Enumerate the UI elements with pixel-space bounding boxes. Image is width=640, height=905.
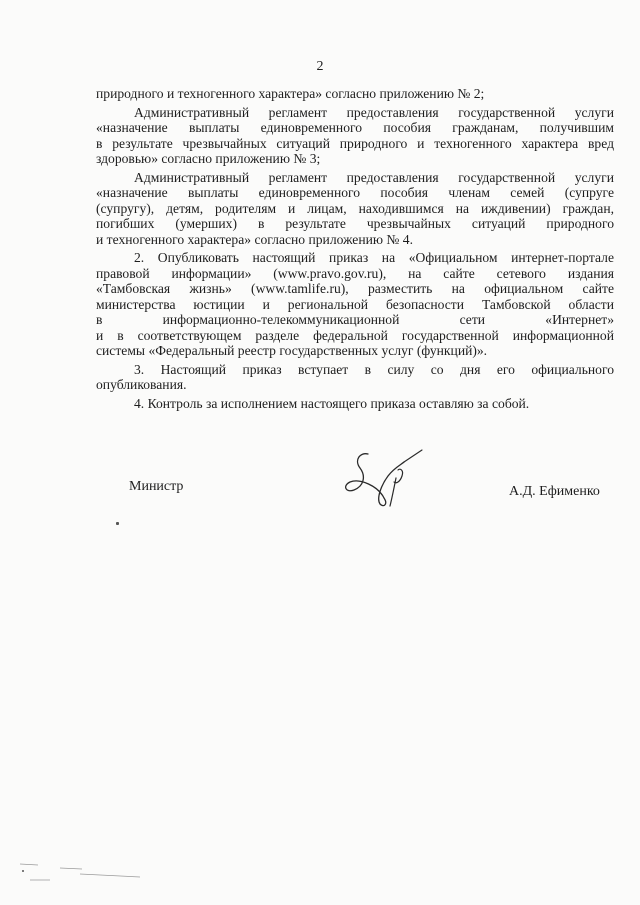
page-number: 2: [316, 59, 324, 74]
text-line: в информационно-телекоммуникационной сети «Интернет»: [96, 312, 614, 327]
signer-title: Министр: [129, 479, 184, 494]
text-line: опубликования.: [96, 377, 187, 392]
handwritten-signature: [338, 448, 434, 510]
text-line: и техногенного характера» согласно приложению № 4.: [96, 231, 413, 247]
scan-speck: [116, 522, 119, 525]
text-line: системы «Федеральный реестр государственных услуг (функций)».: [96, 343, 488, 358]
document-body: [96, 86, 614, 411]
text-line: (супругу), детям, родителям и лицам, находившимся на иждивении) граждан,: [96, 200, 614, 216]
text-line: погибших (умерших) в результате чрезвычайных ситуаций природного: [96, 216, 614, 231]
text-line: здоровью» согласно приложению № 3;: [96, 151, 321, 166]
paragraph-p3: [96, 250, 614, 359]
text-line: Административный регламент предоставления государственной услуги: [134, 169, 614, 185]
paragraph-p0: [96, 86, 614, 102]
paragraph-p5: [96, 396, 614, 412]
paragraph-p2: [96, 170, 614, 248]
paragraph-p4: [96, 362, 614, 393]
text-line: и в соответствующем разделе федеральной государственной информационной: [96, 327, 614, 343]
text-line: «назначение выплаты единовременного пособия гражданам, получившим: [96, 120, 614, 135]
paragraph-p1: [96, 105, 614, 167]
text-line: министерства юстиции и региональной безопасности Тамбовской области: [96, 296, 614, 312]
text-line: в результате чрезвычайных ситуаций природного и техногенного характера вред: [96, 135, 614, 151]
text-line: 3. Настоящий приказ вступает в силу со дня его официального: [134, 361, 614, 377]
text-line: 4. Контроль за исполнением настоящего приказа оставляю за собой.: [134, 395, 530, 411]
signer-name: А.Д. Ефименко: [509, 484, 600, 499]
text-line: «назначение выплаты единовременного пособия членам семей (супруге: [96, 185, 614, 200]
text-line: «Тамбовская жизнь» (www.tamlife.ru), разместить на официальном сайте: [96, 281, 614, 296]
scan-artifact: [20, 860, 140, 890]
text-line: природного и техногенного характера» согласно приложению № 2;: [96, 86, 485, 101]
text-line: Административный регламент предоставления государственной услуги: [134, 104, 614, 120]
text-line: правовой информации» (www.pravo.gov.ru), на сайте сетевого издания: [96, 265, 614, 281]
text-line: 2. Опубликовать настоящий приказ на «Официальном интернет-портале: [134, 250, 614, 265]
